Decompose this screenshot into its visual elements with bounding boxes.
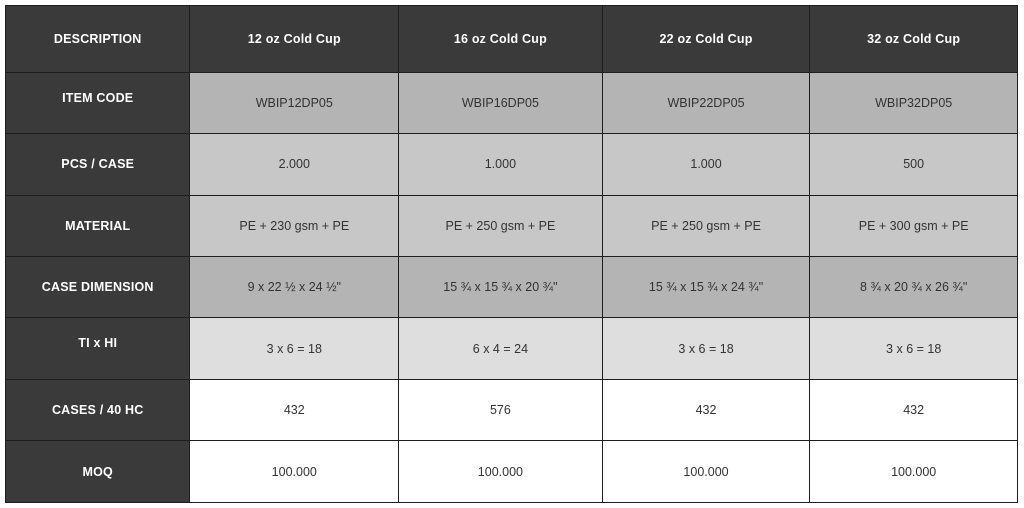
header-column-12oz: 12 oz Cold Cup [190, 6, 399, 73]
header-column-16oz: 16 oz Cold Cup [399, 6, 603, 73]
table-cell: 100.000 [399, 441, 603, 503]
table-cell: WBIP32DP05 [810, 72, 1018, 133]
table-cell: 15 ¾ x 15 ¾ x 20 ¾" [399, 256, 603, 317]
table-row-ti-hi [6, 318, 1018, 379]
table-cell: 2.000 [190, 134, 399, 195]
table-cell: 8 ¾ x 20 ¾ x 26 ¾" [810, 256, 1018, 317]
table-cell: 500 [810, 134, 1018, 195]
table-cell: PE + 300 gsm + PE [810, 195, 1018, 256]
table-cell: 3 x 6 = 18 [810, 318, 1018, 379]
table-cell: 3 x 6 = 18 [190, 318, 399, 379]
table-cell: WBIP22DP05 [602, 72, 810, 133]
header-column-32oz: 32 oz Cold Cup [810, 6, 1018, 73]
table-cell: 1.000 [602, 134, 810, 195]
table-cell: 3 x 6 = 18 [602, 318, 810, 379]
row-label-pcs-case: PCS / CASE [6, 134, 190, 195]
header-column-22oz: 22 oz Cold Cup [602, 6, 810, 73]
table-cell: WBIP16DP05 [399, 72, 603, 133]
table-cell: 432 [190, 379, 399, 440]
table-cell: PE + 250 gsm + PE [602, 195, 810, 256]
table-cell: 1.000 [399, 134, 603, 195]
table-row-cases-40hc [6, 379, 1018, 440]
table-cell: 15 ¾ x 15 ¾ x 24 ¾" [602, 256, 810, 317]
table-row-moq [6, 441, 1018, 503]
table-cell: 9 x 22 ½ x 24 ½" [190, 256, 399, 317]
table-row-material [6, 195, 1018, 256]
table-row-pcs-case [6, 134, 1018, 195]
header-label-cell: DESCRIPTION [6, 6, 190, 73]
table-cell: PE + 250 gsm + PE [399, 195, 603, 256]
table-cell: PE + 230 gsm + PE [190, 195, 399, 256]
row-label-case-dimension: CASE DIMENSION [6, 256, 190, 317]
row-label-text: TI x HI [78, 336, 118, 351]
table-row-case-dimension [6, 256, 1018, 317]
table-cell: WBIP12DP05 [190, 72, 399, 133]
row-label-cases-40hc: CASES / 40 HC [6, 379, 190, 440]
table-cell: 576 [399, 379, 603, 440]
table-cell: 6 x 4 = 24 [399, 318, 603, 379]
row-label-material: MATERIAL [6, 195, 190, 256]
table-cell: 432 [602, 379, 810, 440]
table-header-row [6, 6, 1018, 73]
table-cell: 100.000 [602, 441, 810, 503]
table-cell: 432 [810, 379, 1018, 440]
table-row-item-code [6, 72, 1018, 133]
row-label-text: ITEM CODE [62, 90, 134, 105]
row-label-ti-hi [6, 318, 190, 379]
table-cell: 100.000 [190, 441, 399, 503]
row-label-item-code [6, 72, 190, 133]
row-label-moq: MOQ [6, 441, 190, 503]
spec-table [5, 5, 1018, 503]
table-cell: 100.000 [810, 441, 1018, 503]
